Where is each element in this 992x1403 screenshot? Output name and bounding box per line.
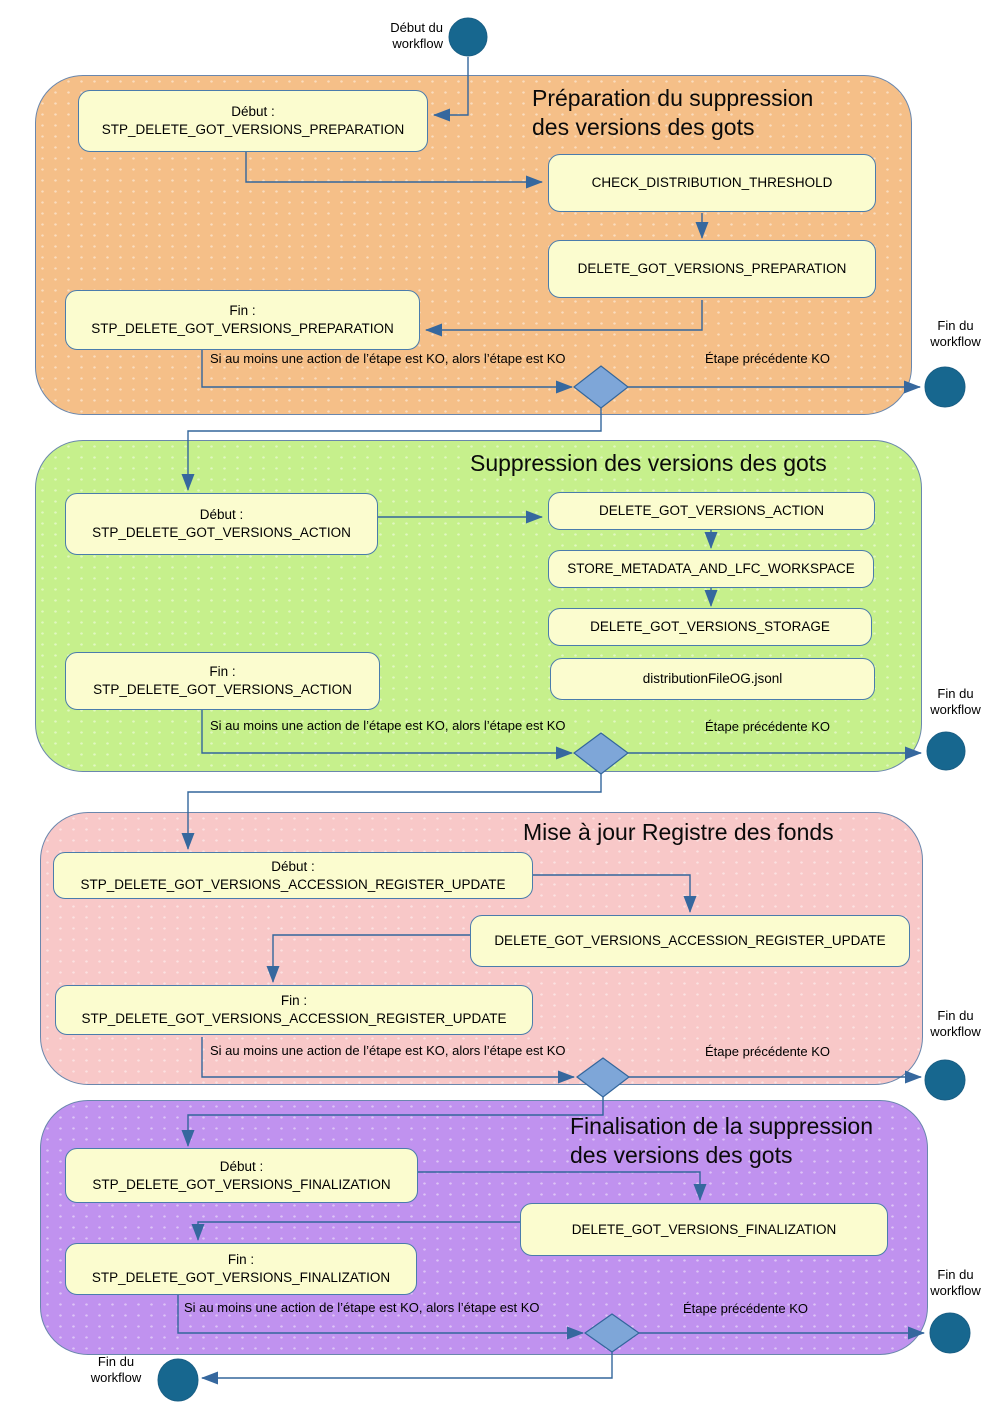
end-node-preparation bbox=[925, 367, 965, 407]
activity-name: DELETE_GOT_VERSIONS_FINALIZATION bbox=[571, 1221, 837, 1237]
activity-name: distributionFileOG.jsonl bbox=[642, 671, 783, 687]
activity-name: STORE_METADATA_AND_LFC_WORKSPACE bbox=[567, 561, 855, 577]
start-label bbox=[343, 20, 443, 53]
edge-gateway1-to-begin-action bbox=[188, 408, 601, 490]
activity-name: STP_DELETE_GOT_VERSIONS_ACCESSION_REGISTER_UPDATE bbox=[81, 1011, 507, 1026]
edge-label-etape-precedente-ko: Étape précédente KO bbox=[683, 1301, 809, 1316]
edge-label-etape-precedente-ko: Étape précédente KO bbox=[705, 1044, 831, 1059]
section-title-line2: des versions des gots bbox=[532, 113, 755, 140]
end-label-bottom bbox=[66, 1354, 166, 1387]
activity-distribution-file-og bbox=[550, 658, 875, 700]
activity-delete-got-versions-action bbox=[548, 492, 875, 530]
end-label-line1: Fin du bbox=[937, 1267, 974, 1282]
end-label-line2: workflow bbox=[90, 1370, 142, 1386]
end-label-register-update bbox=[913, 1008, 992, 1041]
ko-note: Si au moins une action de l’étape est KO, alors l’étape est KO bbox=[210, 1043, 566, 1058]
edge-gateway4-to-end-bottom bbox=[202, 1352, 612, 1378]
section-title-line1: Suppression des versions des gots bbox=[470, 450, 827, 476]
activity-prefix: Début : bbox=[199, 507, 244, 523]
edge-begin-register-update-to-action bbox=[533, 875, 690, 912]
activity-name: DELETE_GOT_VERSIONS_STORAGE bbox=[590, 619, 830, 635]
start-label-line2: workflow bbox=[392, 36, 443, 52]
gateway2-diamond bbox=[574, 733, 628, 774]
end-label-line2: workflow bbox=[930, 334, 981, 350]
end-node-register-update bbox=[925, 1060, 965, 1100]
activity-name: DELETE_GOT_VERSIONS_PREPARATION bbox=[577, 261, 847, 277]
activity-name: STP_DELETE_GOT_VERSIONS_PREPARATION bbox=[101, 122, 405, 137]
edge-register-update-action-to-fin bbox=[273, 935, 470, 982]
end-label-finalization bbox=[913, 1267, 992, 1300]
ko-note: Si au moins une action de l’étape est KO, alors l’étape est KO bbox=[210, 351, 566, 366]
activity-fin-stp-accession-register-update bbox=[55, 985, 533, 1035]
section-title-line2: des versions des gots bbox=[570, 1141, 793, 1168]
end-label-preparation bbox=[913, 318, 992, 351]
end-label-line2: workflow bbox=[930, 702, 981, 718]
end-label-line2: workflow bbox=[930, 1283, 981, 1299]
end-label-line1: Fin du bbox=[937, 686, 974, 701]
edge-begin-finalization-to-action bbox=[418, 1172, 700, 1200]
start-node bbox=[449, 18, 487, 56]
edge-begin-preparation-to-check-threshold bbox=[246, 152, 542, 182]
activity-prefix: Début : bbox=[231, 104, 275, 120]
gateway1-diamond bbox=[574, 366, 628, 408]
end-label-line1: Fin du bbox=[97, 1354, 135, 1369]
activity-delete-got-versions-accession-register-update bbox=[470, 915, 910, 967]
activity-delete-got-versions-preparation bbox=[548, 240, 876, 298]
end-node-finalization bbox=[930, 1313, 970, 1353]
edge-gateway3-to-begin-finalization bbox=[188, 1097, 603, 1146]
activity-prefix: Fin : bbox=[209, 664, 236, 680]
activity-prefix: Début : bbox=[271, 858, 315, 874]
activity-fin-stp-action bbox=[65, 652, 380, 710]
activity-name: CHECK_DISTRIBUTION_THRESHOLD bbox=[591, 175, 833, 191]
activity-name: STP_DELETE_GOT_VERSIONS_FINALIZATION bbox=[91, 1270, 391, 1285]
activity-delete-got-versions-storage bbox=[548, 608, 872, 646]
activity-name: STP_DELETE_GOT_VERSIONS_FINALIZATION bbox=[92, 1176, 391, 1192]
activity-name: STP_DELETE_GOT_VERSIONS_ACTION bbox=[93, 682, 352, 697]
ko-note: Si au moins une action de l’étape est KO, alors l’étape est KO bbox=[210, 718, 566, 733]
section-title-line1: Mise à jour Registre des fonds bbox=[523, 819, 834, 845]
edge-gateway2-to-begin-register-update bbox=[188, 774, 601, 849]
gateway3-diamond bbox=[577, 1058, 629, 1097]
edge-delete-preparation-to-fin-preparation bbox=[426, 300, 702, 330]
activity-name: DELETE_GOT_VERSIONS_ACTION bbox=[598, 503, 825, 519]
activity-name: DELETE_GOT_VERSIONS_ACCESSION_REGISTER_UPDATE bbox=[494, 933, 886, 949]
activity-prefix: Fin : bbox=[229, 303, 256, 319]
activity-delete-got-versions-finalization bbox=[520, 1203, 888, 1256]
activity-check-distribution-threshold bbox=[548, 154, 876, 212]
activity-name: STP_DELETE_GOT_VERSIONS_PREPARATION bbox=[91, 321, 394, 336]
activity-fin-stp-finalization bbox=[65, 1243, 417, 1295]
activity-begin-stp-accession-register-update bbox=[53, 852, 533, 899]
end-label-line2: workflow bbox=[930, 1024, 981, 1040]
ko-note: Si au moins une action de l’étape est KO, alors l’étape est KO bbox=[184, 1300, 540, 1315]
end-label-action bbox=[913, 686, 992, 719]
activity-begin-stp-finalization bbox=[65, 1148, 418, 1203]
edge-start-to-begin-preparation bbox=[434, 57, 468, 115]
end-node-action bbox=[927, 732, 965, 770]
activity-begin-stp-preparation bbox=[78, 90, 428, 152]
edge-label-etape-precedente-ko: Étape précédente KO bbox=[705, 351, 831, 366]
activity-fin-stp-preparation bbox=[65, 290, 420, 350]
edge-finalization-action-to-fin bbox=[198, 1222, 520, 1240]
activity-prefix: Début : bbox=[219, 1158, 264, 1174]
gateway4-diamond bbox=[585, 1314, 639, 1352]
activity-name: STP_DELETE_GOT_VERSIONS_ACCESSION_REGISTER_UPDATE bbox=[80, 876, 506, 892]
activity-name: STP_DELETE_GOT_VERSIONS_ACTION bbox=[92, 525, 351, 540]
end-label-line1: Fin du bbox=[937, 1008, 974, 1023]
section-title-line1: Finalisation de la suppression bbox=[570, 1113, 874, 1139]
section-title-line1: Préparation du suppression bbox=[532, 85, 814, 111]
activity-store-metadata-and-lfc-workspace bbox=[548, 550, 874, 588]
activity-prefix: Fin : bbox=[280, 993, 308, 1009]
activity-prefix: Fin : bbox=[227, 1252, 255, 1268]
end-label-line1: Fin du bbox=[937, 318, 974, 333]
activity-begin-stp-action bbox=[65, 493, 378, 555]
start-label-line1: Début du bbox=[390, 20, 443, 35]
edge-label-etape-precedente-ko: Étape précédente KO bbox=[705, 719, 831, 734]
